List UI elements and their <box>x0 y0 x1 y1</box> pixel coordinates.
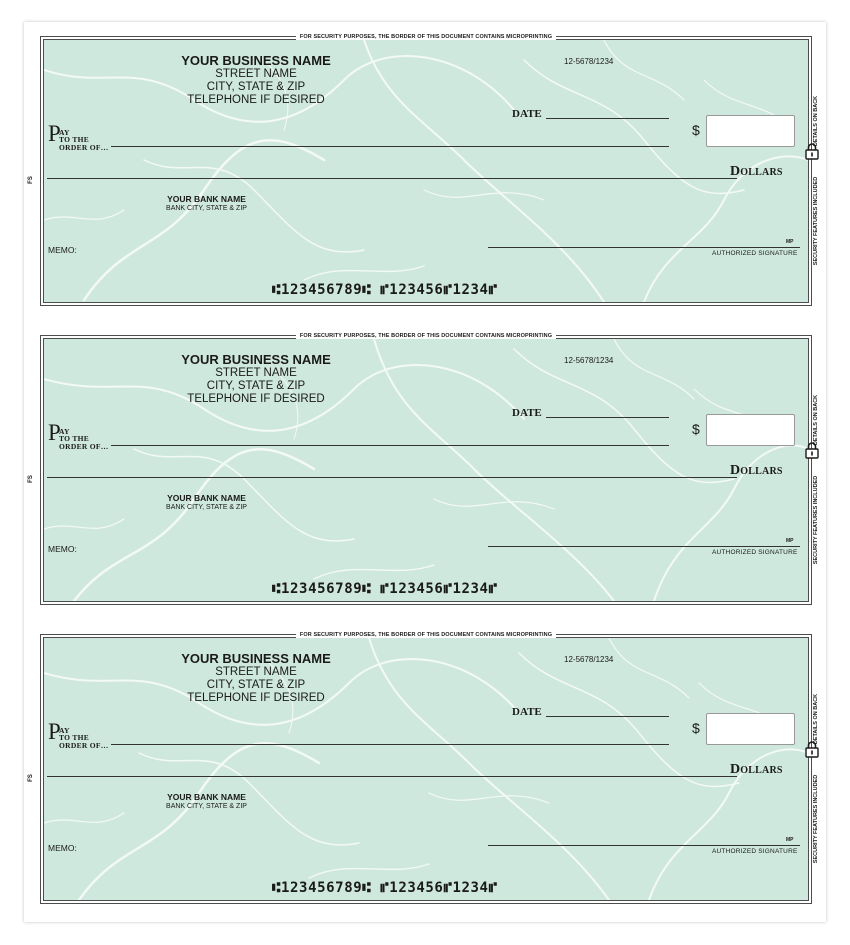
business-city-state-zip: CITY, STATE & ZIP <box>206 81 306 93</box>
bank-info <box>154 493 259 512</box>
memo-label: MEMO: <box>48 843 77 853</box>
business-street: STREET NAME <box>215 68 297 80</box>
dollars-label: Dollars <box>730 762 783 777</box>
padlock-icon <box>805 441 819 459</box>
business-telephone: TELEPHONE IF DESIRED <box>187 692 325 704</box>
business-info <box>166 651 346 705</box>
amount-box[interactable] <box>706 414 795 446</box>
fs-mark: FS <box>28 176 34 184</box>
mp-mark: MP <box>786 239 794 245</box>
pay-rest: AY <box>59 726 70 735</box>
to-the-label: TO THE <box>59 135 90 144</box>
date-field[interactable] <box>546 417 669 418</box>
signature-field[interactable] <box>488 845 800 846</box>
payee-field[interactable] <box>111 445 669 446</box>
check-3 <box>28 632 819 904</box>
check-1 <box>28 34 819 306</box>
order-of-label: ORDER OF… <box>59 741 109 750</box>
marble-background <box>44 40 808 302</box>
date-field[interactable] <box>546 118 669 119</box>
date-label: DATE <box>512 407 542 419</box>
bank-name: YOUR BANK NAME <box>167 194 246 204</box>
padlock-icon <box>805 740 819 758</box>
memo-label: MEMO: <box>48 544 77 554</box>
routing-fraction: 12-5678/1234 <box>564 655 614 664</box>
check-body <box>43 338 809 602</box>
mp-mark: MP <box>786 538 794 544</box>
dollars-label: Dollars <box>730 164 783 179</box>
business-info <box>166 53 346 107</box>
micr-line: ⑆123456789⑆ ⑈123456⑈1234⑈ <box>272 880 498 896</box>
bank-city: BANK CITY, STATE & ZIP <box>166 504 247 511</box>
to-the-label: TO THE <box>59 733 90 742</box>
order-of-label: ORDER OF… <box>59 143 109 152</box>
routing-fraction: 12-5678/1234 <box>564 356 614 365</box>
signature-field[interactable] <box>488 546 800 547</box>
date-field[interactable] <box>546 716 669 717</box>
dollar-sign: $ <box>692 122 700 138</box>
dollars-label: Dollars <box>730 463 783 478</box>
authorized-signature-label: AUTHORIZED SIGNATURE <box>712 848 798 855</box>
fs-mark: FS <box>28 475 34 483</box>
payee-field[interactable] <box>111 146 669 147</box>
business-city-state-zip: CITY, STATE & ZIP <box>206 679 306 691</box>
bank-name: YOUR BANK NAME <box>167 792 246 802</box>
business-city-state-zip: CITY, STATE & ZIP <box>206 380 306 392</box>
check-2 <box>28 333 819 605</box>
business-name: YOUR BUSINESS NAME <box>181 352 331 367</box>
mp-mark: MP <box>786 837 794 843</box>
marble-background <box>44 339 808 601</box>
business-name: YOUR BUSINESS NAME <box>181 53 331 68</box>
business-telephone: TELEPHONE IF DESIRED <box>187 393 325 405</box>
memo-label: MEMO: <box>48 245 77 255</box>
check-body <box>43 637 809 901</box>
routing-fraction: 12-5678/1234 <box>564 57 614 66</box>
business-street: STREET NAME <box>215 666 297 678</box>
to-the-label: TO THE <box>59 434 90 443</box>
micr-line: ⑆123456789⑆ ⑈123456⑈1234⑈ <box>272 581 498 597</box>
business-name: YOUR BUSINESS NAME <box>181 651 331 666</box>
business-telephone: TELEPHONE IF DESIRED <box>187 94 325 106</box>
bank-info <box>154 792 259 811</box>
signature-field[interactable] <box>488 247 800 248</box>
dollar-sign: $ <box>692 720 700 736</box>
bank-name: YOUR BANK NAME <box>167 493 246 503</box>
bank-info <box>154 194 259 213</box>
pay-rest: AY <box>59 427 70 436</box>
fs-mark: FS <box>28 774 34 782</box>
written-amount-field[interactable] <box>47 178 737 179</box>
pay-initial: P <box>48 719 61 744</box>
business-info <box>166 352 346 406</box>
written-amount-field[interactable] <box>47 776 737 777</box>
amount-box[interactable] <box>706 115 795 147</box>
padlock-icon <box>805 142 819 160</box>
authorized-signature-label: AUTHORIZED SIGNATURE <box>712 250 798 257</box>
security-features-included: SECURITY FEATURES INCLUDED <box>813 176 819 266</box>
date-label: DATE <box>512 706 542 718</box>
security-microprint-notice: FOR SECURITY PURPOSES, THE BORDER OF THIS DOCUMENT CONTAINS MICROPRINTING <box>40 333 812 339</box>
pay-rest: AY <box>59 128 70 137</box>
security-microprint-notice: FOR SECURITY PURPOSES, THE BORDER OF THIS DOCUMENT CONTAINS MICROPRINTING <box>40 34 812 40</box>
bank-city: BANK CITY, STATE & ZIP <box>166 205 247 212</box>
business-street: STREET NAME <box>215 367 297 379</box>
bank-city: BANK CITY, STATE & ZIP <box>166 803 247 810</box>
details-on-back: DETAILS ON BACK <box>813 95 819 147</box>
written-amount-field[interactable] <box>47 477 737 478</box>
order-of-label: ORDER OF… <box>59 442 109 451</box>
micr-line: ⑆123456789⑆ ⑈123456⑈1234⑈ <box>272 282 498 298</box>
details-on-back: DETAILS ON BACK <box>813 394 819 446</box>
dollar-sign: $ <box>692 421 700 437</box>
date-label: DATE <box>512 108 542 120</box>
security-features-included: SECURITY FEATURES INCLUDED <box>813 774 819 864</box>
amount-box[interactable] <box>706 713 795 745</box>
pay-initial: P <box>48 420 61 445</box>
security-microprint-notice: FOR SECURITY PURPOSES, THE BORDER OF THIS DOCUMENT CONTAINS MICROPRINTING <box>40 632 812 638</box>
details-on-back: DETAILS ON BACK <box>813 693 819 745</box>
payee-field[interactable] <box>111 744 669 745</box>
security-features-included: SECURITY FEATURES INCLUDED <box>813 475 819 565</box>
marble-background <box>44 638 808 900</box>
check-body <box>43 39 809 303</box>
pay-initial: P <box>48 121 61 146</box>
authorized-signature-label: AUTHORIZED SIGNATURE <box>712 549 798 556</box>
